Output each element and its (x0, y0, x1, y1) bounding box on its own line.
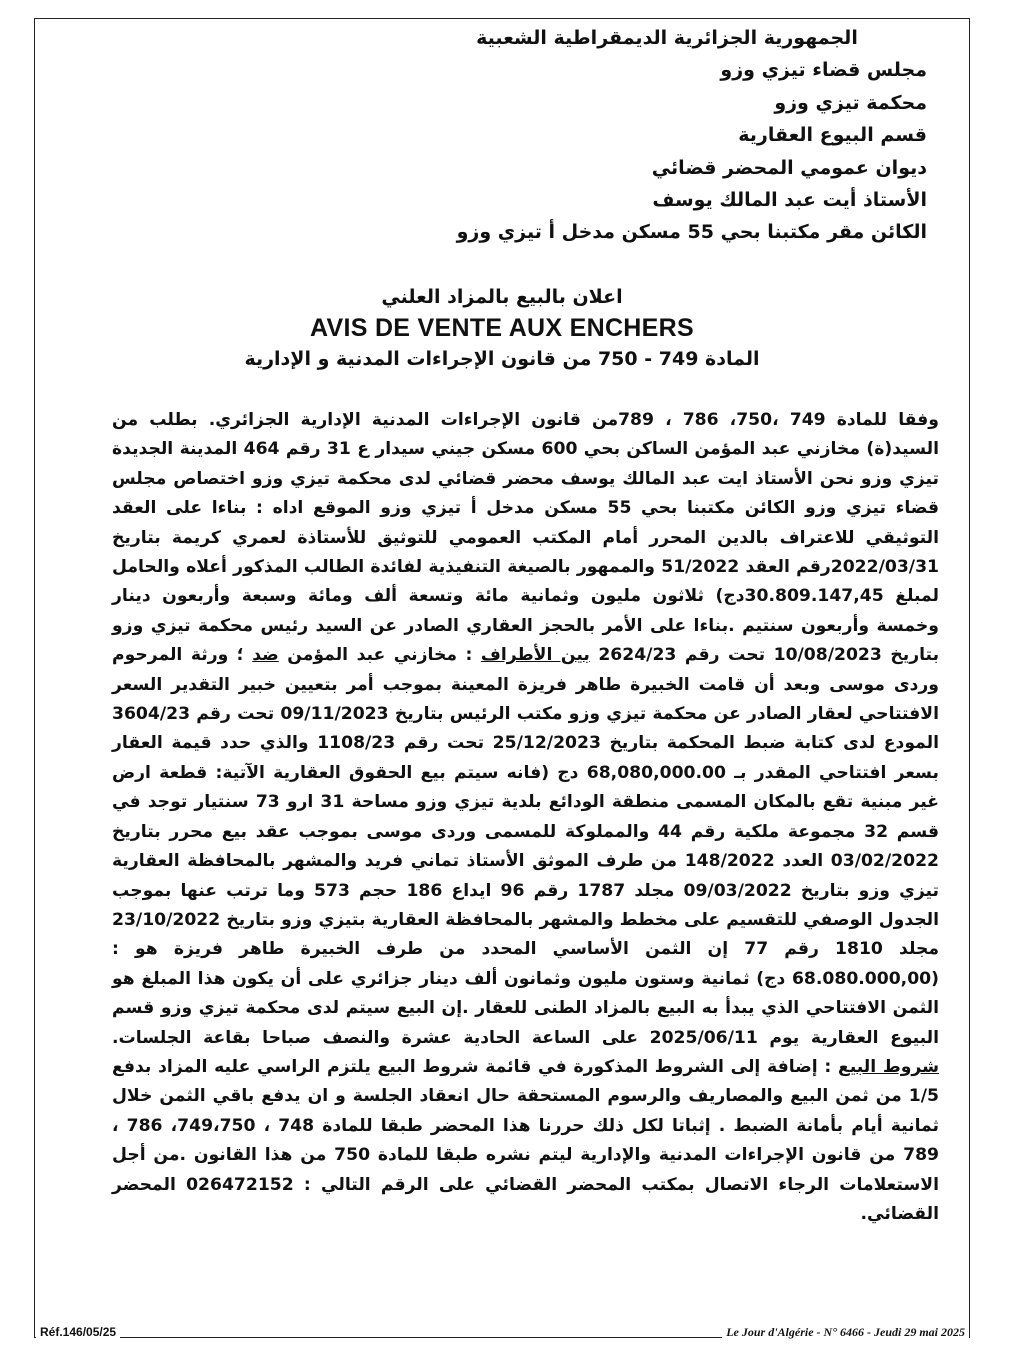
article-subtitle: المادة 749 - 750 من قانون الإجراءات المدنية و الإدارية (244, 348, 760, 370)
sale-conditions-heading: شروط البيع (838, 1056, 939, 1077)
address-line: الكائن مقر مكتبنا بحي 55 مسكن مدخل أ تيزي وزو (456, 221, 927, 244)
french-title: AVIS DE VENTE AUX ENCHERS (310, 314, 694, 342)
body-part-4: : إضافة إلى الشروط المذكورة في قائمة شروط البيع يلتزم الراسي عليه المزاد بدفع 1/5 من ثمن البيع والمصاريف والرسوم المستحقة حال انعقاد الجلسة و ان يدفع باقي الثمن خلال ثمانية أيام بأمانة الضبط . إثباتا لكل ذلك حررنا هذا المحضر طبقا للمادة 748 ، 749،750، 786 ، 789 من قانون الإجراءات المدنية والإدارية ليتم نشره طبقا للمادة 750 من هذا القانون .من أجل الاستعلامات الرجاء الاتصال بمكتب المحضر القضائي على الرقم التالي : 026472152 المحضر القضائي. (112, 1056, 940, 1224)
body-part-1: وفقا للمادة 749 ،750، 786 ، 789من قانون الإجراءات المدنية الإدارية الجزائري. بطلب من السيد(ة) مخازني عبد المؤمن الساكن بحي 600 مسكن جيني سيدار ع 31 رقم 464 المدينة الجديدة تيزي وزو نحن الأستاذ ايت عبد المالك يوسف محضر قضائي لدى محكمة تيزي وزو اختصاص مجلس قضاء تيزي وزو الكائن مكتبنا بحي 55 مسكن مدخل أ تيزي وزو الموقع اداه : بناءا على العقد التوثيقي للاعتراف بالدين المحرر أمام المكتب العمومي للتوثيق للأستاذة لعمري كريمة بتاريخ 2022/03/31رقم العقد 51/2022 والممهور بالصيغة التنفيذية لفائدة الطالب المذكور أعلاه والحامل لمبلغ 30.809.147,45دج) ثلاثون مليون وثمانية مائة وتسعة ألف ومائة وسبعة وأربعون دينار وخمسة وأربعون سنتيم .بناءا على الأمر بالحجز العقاري الصادر عن السيد رئيس محكمة تيزي وزو بتاريخ 10/08/2023 تحت رقم 2624/23 (112, 410, 940, 666)
body-part-3: ؛ ورثة المرحوم وردى موسى وبعد أن قامت الخبيرة طاهر فريزة المعينة بموجب أمر بتعيين خبير التقدير السعر الافتتاحي لعقار الصادر عن محكمة تيزي وزو مكتب الرئيس بتاريخ 09/11/2023 تحت رقم 3604/23 المودع لدى كتابة ضبط المحكمة بتاريخ 25/12/2023 تحت رقم 1108/23 والذي حدد قيمة العقار بسعر افتتاحي المقدر بـ 68,080,000.00 دج (فانه سيتم بيع الحقوق العقارية الآتية: قطعة ارض غير مبنية تقع بالمكان المسمى منطقة الودائع بلدية تيزي وزو مساحة 31 ارو 73 سنتيار توجد في قسم 32 مجموعة ملكية رقم 44 والمملوكة للمسمى وردى موسى بموجب عقد بيع محرر بتاريخ 03/02/2022 العدد 148/2022 من طرف الموثق الأستاذ تماني فريد والمشهر بالمحافظة العقارية تيزي وزو بتاريخ 09/03/2022 مجلد 1787 رقم 96 ايداع 186 حجم 573 وما ترتب عنها بموجب الجدول الوصفي للتقسيم على مخطط والمشهر بالمحافظة العقارية بتيزي وزو بتاريخ 23/10/2022 مجلد 1810 رقم 77 إن الثمن الأساسي المحدد من طرف الخبيرة طاهر فريزة هو : (68.080.000,00 دج) ثمانية وستون مليون وثمانون ألف دينار جزائري على أن يكون هذا المبلغ هو الثمن الافتتاحي الذي يبدأ به البيع بالمزاد الطنى للعقار .إن البيع سيتم لدى محكمة تيزي وزو قسم البيوع العقارية يوم 2025/06/11 على الساعة الحادية عشرة والنصف صباحا بقاعة الجلسات. (112, 645, 940, 1048)
between-parties-text: بين الأطراف (480, 645, 590, 666)
council-line: مجلس قضاء تيزي وزو (720, 59, 927, 82)
notice-titles (34, 282, 970, 374)
court-line: محكمة تيزي وزو (774, 91, 927, 114)
arabic-title: اعلان بالبيع بالمزاد العلني (381, 286, 623, 308)
reference-number: Réf.146/05/25 (36, 1325, 120, 1339)
republic-heading: الجمهورية الجزائرية الديمقراطية الشعبية (476, 27, 858, 49)
issuer-header (167, 22, 927, 249)
office-line: ديوان عمومي المحضر قضائي (651, 156, 927, 179)
against-text: ضد (252, 645, 279, 666)
notice-body (112, 406, 939, 1229)
publication-info: Le Jour d'Algérie - N° 6466 - Jeudi 29 mai 2025 (722, 1325, 969, 1340)
body-part-2: : مخازني عبد المؤمن (287, 645, 473, 666)
bailiff-name-line: الأستاذ أيت عبد المالك يوسف (652, 189, 927, 212)
section-line: قسم البيوع العقارية (738, 124, 927, 147)
